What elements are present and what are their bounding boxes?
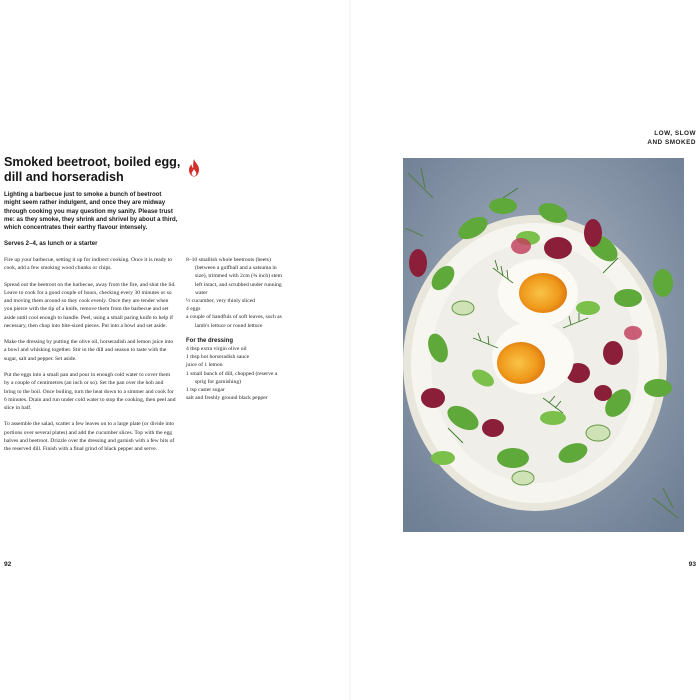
ingredients-column	[186, 256, 282, 402]
dressing-item: juice of 1 lemon	[186, 362, 223, 369]
ingredient-item: 8–10 smallish whole beetroots (beets) (between a golfball and a satsuma in size), trimmed with 2cm (¾ inch) stem left intact, and scrubbed under running water	[186, 257, 282, 296]
ingredient-item: a couple of handfuls of soft leaves, such as lamb's lettuce or round lettuce	[186, 314, 282, 329]
dressing-item: 1 tsp caster sugar	[186, 387, 225, 394]
method-step: Fire up your barbecue, setting it up for indirect cooking. Once it is ready to cook, add a few smoking wood chunks or chips.	[4, 257, 173, 272]
ingredient-list	[186, 256, 282, 330]
ingredient-item: 4 eggs	[186, 306, 201, 313]
dressing-item: 1 tbsp hot horseradish sauce	[186, 354, 250, 361]
salad-photo	[403, 158, 684, 532]
method-step: Make the dressing by putting the olive oil, horseradish and lemon juice into a bowl and whisking together. Stir in the dill and season to taste with the sugar, salt and pepper. Set aside.	[4, 339, 174, 362]
dressing-item: 4 tbsp extra virgin olive oil	[186, 346, 247, 353]
recipe-intro: Lighting a barbecue just to smoke a bunch of beetroot might seem rather indulgent, and once they are midway through cooking you may question my sanity. Please trust me: as they smoke, they shrink and shrivel by about a third, which concentrates their earthy flavour intensely.	[4, 191, 178, 232]
section-label	[647, 130, 696, 147]
section-label-line: AND SMOKED	[647, 138, 696, 146]
dressing-list	[186, 345, 282, 402]
method-column	[4, 256, 176, 462]
dressing-item: 1 small bunch of dill, chopped (reserve a sprig for garnishing)	[186, 370, 278, 385]
page-gutter	[349, 0, 351, 700]
method-step: Put the eggs into a small pan and pour in enough cold water to cover them by a couple of centimetres (an inch or so). Set the pan over the hob and bring to the boil. Once boiling, turn the heat down to a simmer and cook for 6 minutes. Drain and run under cold water to stop the cooking, then peel and slice in half.	[4, 372, 176, 411]
serving-info: Serves 2–4, as lunch or a starter	[4, 240, 98, 247]
dressing-item: salt and freshly ground black pepper	[186, 395, 268, 402]
ingredient-item: ½ cucumber, very thinly sliced	[186, 298, 256, 305]
method-step: To assemble the salad, scatter a few leaves on to a large plate (or divide into portions over several plates) and add the cucumber slices. Top with the egg halves and beetroot. Drizzle over the dressing and garnish with a few bits of the reserved dill. Finish with a final grind of black pepper and serve.	[4, 421, 175, 453]
method-step: Spread out the beetroot on the barbecue, away from the fire, and shut the lid. Leave to cook for a good couple of hours, checking every 30 minutes or so and moving them around so they cook evenly. Once they are tender when you pierce with the tip of a knife, remove them from the barbecue and set aside until cool enough to handle. Peel, using a small paring knife to help if necessary, then chop into bite-sized pieces. Put into a bowl and set aside.	[4, 281, 176, 329]
recipe-title: Smoked beetroot, boiled egg, dill and horseradish	[4, 155, 181, 184]
flame-icon	[186, 158, 202, 178]
page-number-left: 92	[4, 561, 12, 568]
salad-illustration	[403, 158, 684, 532]
page-number-right: 93	[688, 561, 696, 568]
section-label-line: LOW, SLOW	[654, 130, 696, 137]
dressing-heading: For the dressing	[186, 337, 234, 344]
